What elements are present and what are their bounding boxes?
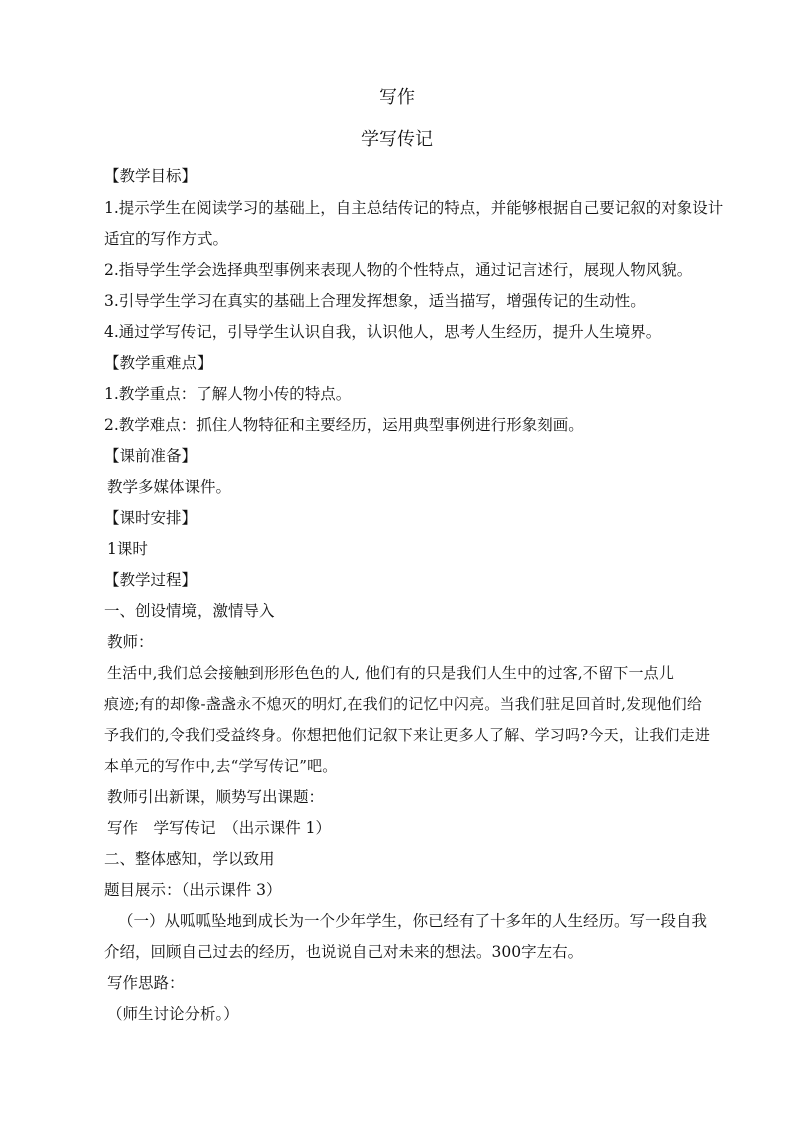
intro-line-3: 予我们的,令我们受益终身。你想把他们记叙下来让更多人了解、学习吗?今天，让我们走进 (104, 726, 711, 744)
writing-idea: 写作思路： (107, 974, 185, 992)
goal-1-line-1: 1.提示学生在阅读学习的基础上，自主总结传记的特点，并能够根据自己要记叙的对象设计 (104, 199, 724, 217)
teacher-label: 教师： (107, 633, 154, 651)
step-1-title: 一、创设情境，激情导入 (104, 602, 275, 620)
intro-line-2: 痕迹;有的却像-盏盏永不熄灭的明灯,在我们的记忆中闪亮。当我们驻足回首时,发现他们给 (104, 695, 703, 713)
section-header-schedule: 【课时安排】 (104, 509, 198, 527)
topic-line-1: （一）从呱呱坠地到成长为一个少年学生，你已经有了十多年的人生经历。写一段自我 (118, 912, 708, 930)
prep-text: 教学多媒体课件。 (107, 478, 232, 496)
difficult-point: 2.教学难点：抓住人物特征和主要经历，运用典型事例进行形象刻画。 (104, 416, 584, 434)
intro-line-4: 本单元的写作中,去“学写传记”吧。 (104, 757, 338, 775)
schedule-text: 1课时 (107, 540, 148, 558)
section-header-prep: 【课前准备】 (104, 447, 198, 465)
goal-4: 4.通过学写传记，引导学生认识自我，认识他人，思考人生经历，提升人生境界。 (104, 323, 662, 341)
topic-display: 题目展示：（出示课件 3） (104, 881, 282, 899)
section-header-goals: 【教学目标】 (104, 167, 198, 185)
step-2-title: 二、整体感知，学以致用 (104, 850, 275, 868)
goal-3: 3.引导学生学习在真实的基础上合理发挥想象，适当描写，增强传记的生动性。 (104, 292, 646, 310)
goal-1-line-2: 适宜的写作方式。 (104, 230, 229, 248)
document-subtitle: 学写传记 (361, 129, 433, 150)
goal-2: 2.指导学生学会选择典型事例来表现人物的个性特点，通过记言述行，展现人物风貌。 (104, 261, 693, 279)
section-header-difficulty: 【教学重难点】 (104, 354, 213, 372)
intro-line-1: 生活中,我们总会接触到形形色色的人, 他们有的只是我们人生中的过客,不留下一点儿 (107, 664, 675, 682)
key-point: 1.教学重点：了解人物小传的特点。 (104, 385, 352, 403)
document-title: 写作 (379, 87, 415, 108)
section-header-process: 【教学过程】 (104, 571, 198, 589)
teacher-intro: 教师引出新课，顺势写出课题： (107, 788, 325, 806)
discussion-note: （师生讨论分析。） (107, 1005, 239, 1023)
lesson-title: 写作 学写传记 （出示课件 1） (107, 819, 332, 837)
topic-line-2: 介绍，回顾自己过去的经历，也说说自己对未来的想法。300字左右。 (104, 943, 584, 961)
